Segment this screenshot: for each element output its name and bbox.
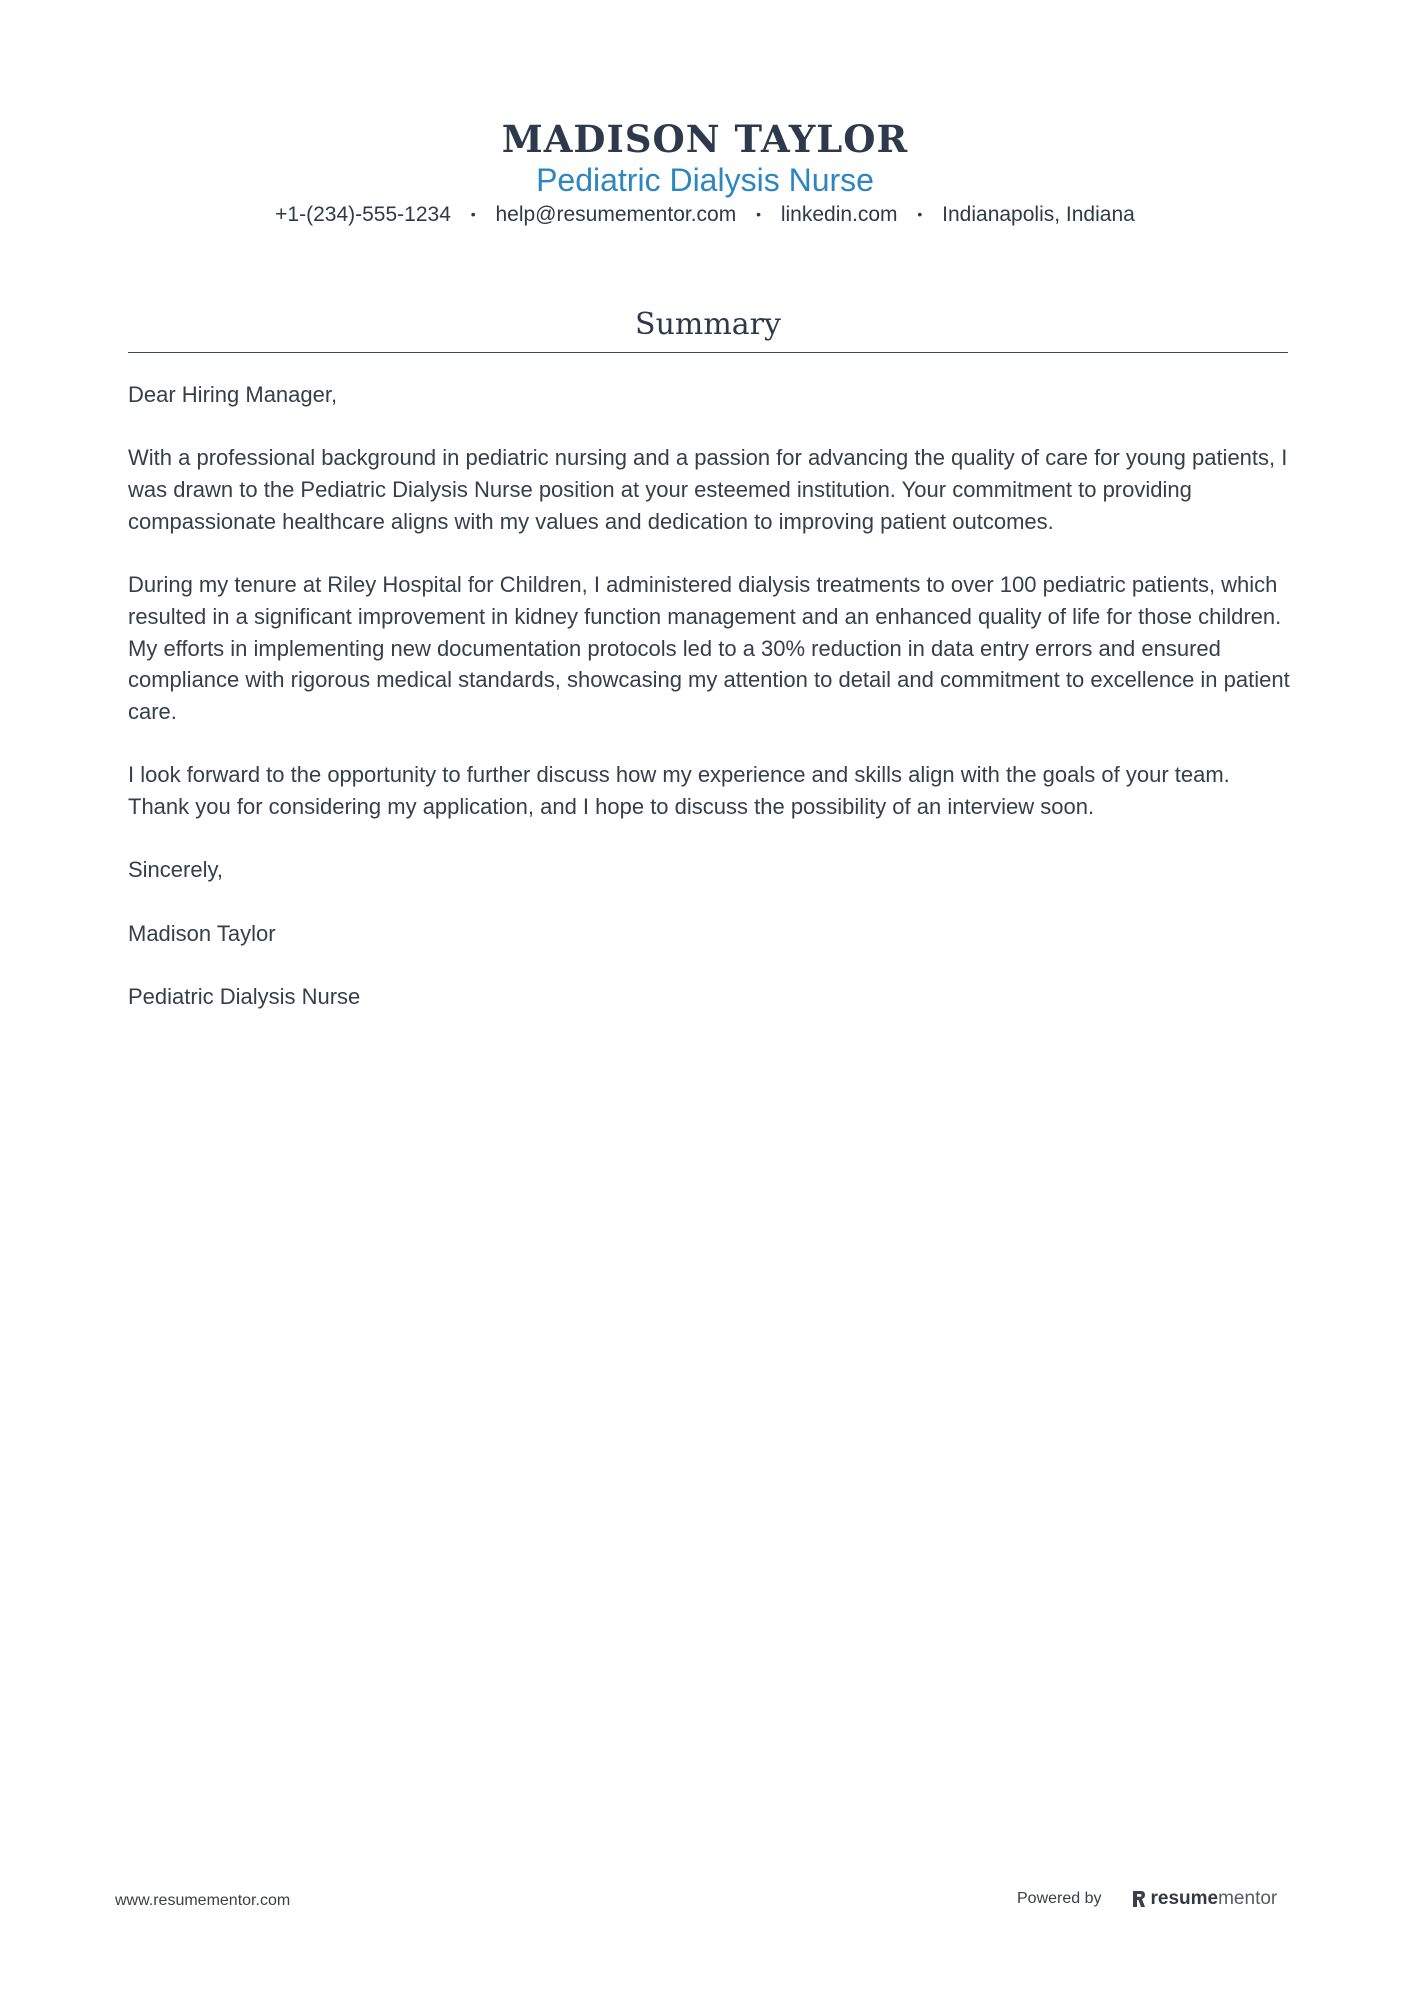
letter-paragraph-experience: During my tenure at Riley Hospital for Children, I administered dialysis treatments to over 100 pediatric patients, which resulted in a significant improvement in kidney function management and an enhanced quality of life for those children. My efforts in implementing new documentation protocols led to a 30% reduction in data entry errors and ensured compliance with rigorous medical standards, showcasing my attention to detail and commitment to excellence in patient care. xyxy=(128,572,1290,724)
contact-separator: • xyxy=(756,206,761,222)
contact-phone: +1-(234)-555-1234 xyxy=(275,203,451,226)
letter-closing: Sincerely, xyxy=(128,857,223,883)
contact-separator: • xyxy=(917,206,923,222)
letter-body xyxy=(128,379,1293,1045)
letter-signature-title: Pediatric Dialysis Nurse xyxy=(128,984,361,1010)
contact-email: help@resumementor.com xyxy=(495,203,737,226)
section-divider xyxy=(128,352,1288,353)
contact-location: Indianapolis, Indiana xyxy=(942,203,1135,226)
brand-logo xyxy=(1132,1888,1278,1910)
brand-name-light: mentor xyxy=(1218,1888,1278,1909)
powered-by-label: Powered by xyxy=(1017,1890,1102,1907)
letter-signature-name: Madison Taylor xyxy=(128,920,276,946)
letter-salutation: Dear Hiring Manager, xyxy=(128,382,338,407)
brand-name-bold: resume xyxy=(1150,1888,1219,1909)
letter-paragraph-intro: With a professional background in pediatric nursing and a passion for advancing the quality of care for young patients, I was drawn to the Pediatric Dialysis Nurse position at your esteemed institution. Your commitment to providing compassionate healthcare aligns with my values and dedication to improving patient outcomes. xyxy=(128,445,1288,534)
footer-branding xyxy=(1017,1888,1277,1910)
candidate-name: MADISON TAYLOR xyxy=(501,117,909,161)
section-heading-summary: Summary xyxy=(635,307,781,342)
contact-separator: • xyxy=(470,206,476,222)
resumementor-logo-icon xyxy=(1132,1889,1146,1909)
contact-linkedin: linkedin.com xyxy=(780,203,898,226)
letter-paragraph-closing: I look forward to the opportunity to further discuss how my experience and skills align with the goals of your team. Thank you for considering my application, and I hope to discuss the possibility of an interview soon. xyxy=(128,762,1230,820)
letter-header xyxy=(0,116,1410,229)
footer-website: www.resumementor.com xyxy=(115,1892,291,1909)
candidate-job-title: Pediatric Dialysis Nurse xyxy=(536,162,874,198)
contact-info xyxy=(0,200,1410,229)
